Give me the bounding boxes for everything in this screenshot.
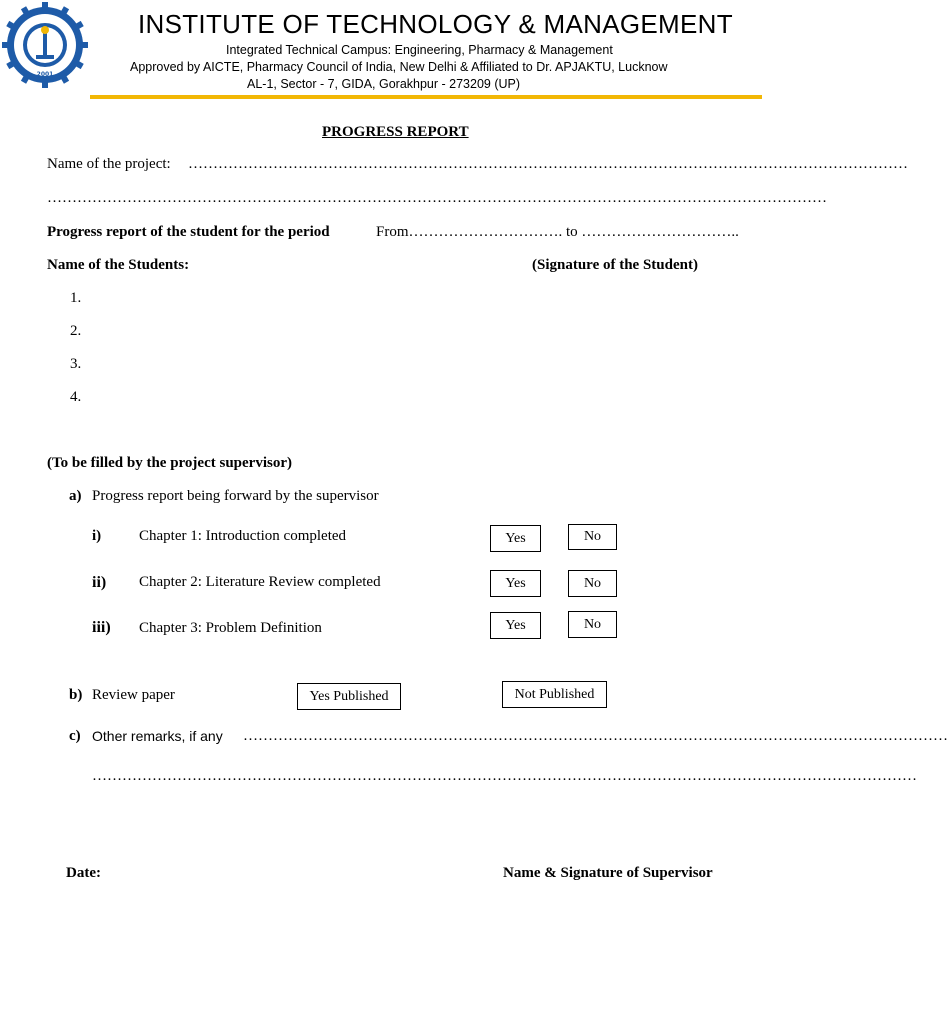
item-b-marker: b) <box>69 687 83 703</box>
chapter-1-no-box[interactable]: No <box>568 524 617 550</box>
period-range-field[interactable]: From…………………………. to ………………………….. <box>376 224 739 240</box>
header-line-2: Approved by AICTE, Pharmacy Council of India, New Delhi & Affiliated to Dr. APJAKTU, Lucknow <box>130 60 668 74</box>
chapter-3-yes-box[interactable]: Yes <box>490 612 541 639</box>
svg-text:2001: 2001 <box>36 71 54 78</box>
project-name-field-line-2[interactable]: ………………………………………………………………………………………………………………………………………… <box>47 190 827 206</box>
item-c-text: Other remarks, if any <box>92 728 223 744</box>
chapter-1-text: Chapter 1: Introduction completed <box>139 528 347 544</box>
chapter-1-yes-box[interactable]: Yes <box>490 525 541 552</box>
date-label: Date: <box>66 865 101 881</box>
student-3: 3. <box>70 356 82 372</box>
form-heading: PROGRESS REPORT <box>322 124 469 140</box>
header-line-1: Integrated Technical Campus: Engineering, Pharmacy & Management <box>226 43 613 57</box>
project-label: Name of the project: <box>47 156 171 172</box>
header-line-3: AL-1, Sector - 7, GIDA, Gorakhpur - 273209 (UP) <box>247 77 521 91</box>
supervisor-signature-label: Name & Signature of Supervisor <box>503 865 713 881</box>
period-label: Progress report of the student for the period <box>47 224 330 240</box>
supervisor-note: (To be filled by the project supervisor) <box>47 455 292 471</box>
item-b-text: Review paper <box>92 687 175 703</box>
item-a-marker: a) <box>69 488 82 504</box>
header-divider <box>90 95 762 99</box>
student-signature-label: (Signature of the Student) <box>532 257 698 273</box>
yes-published-box[interactable]: Yes Published <box>297 683 401 710</box>
project-name-field[interactable]: ……………………………………………………………………………………………………………………………… <box>188 156 908 172</box>
student-4: 4. <box>70 389 82 405</box>
chapter-1-marker: i) <box>92 528 102 544</box>
institute-title: INSTITUTE OF TECHNOLOGY & MANAGEMENT <box>138 9 733 39</box>
chapter-2-marker: ii) <box>92 574 107 591</box>
item-c-marker: c) <box>69 728 81 744</box>
item-a-text: Progress report being forward by the supervisor <box>92 488 379 504</box>
students-label: Name of the Students: <box>47 257 190 273</box>
chapter-3-no-box[interactable]: No <box>568 611 617 638</box>
remarks-field-line-2[interactable]: ………………………………………………………………………………………………………………………………………………… <box>92 768 917 784</box>
student-2: 2. <box>70 323 82 339</box>
not-published-box[interactable]: Not Published <box>502 681 607 708</box>
institute-logo <box>2 2 88 88</box>
chapter-2-no-box[interactable]: No <box>568 570 617 597</box>
chapter-2-yes-box[interactable]: Yes <box>490 570 541 597</box>
chapter-3-marker: iii) <box>92 619 111 636</box>
chapter-2-text: Chapter 2: Literature Review completed <box>139 574 381 590</box>
chapter-3-text: Chapter 3: Problem Definition <box>139 620 322 636</box>
student-1: 1. <box>70 290 82 306</box>
remarks-field[interactable]: …………………………………………………………………………………………………………………………… <box>243 728 948 744</box>
